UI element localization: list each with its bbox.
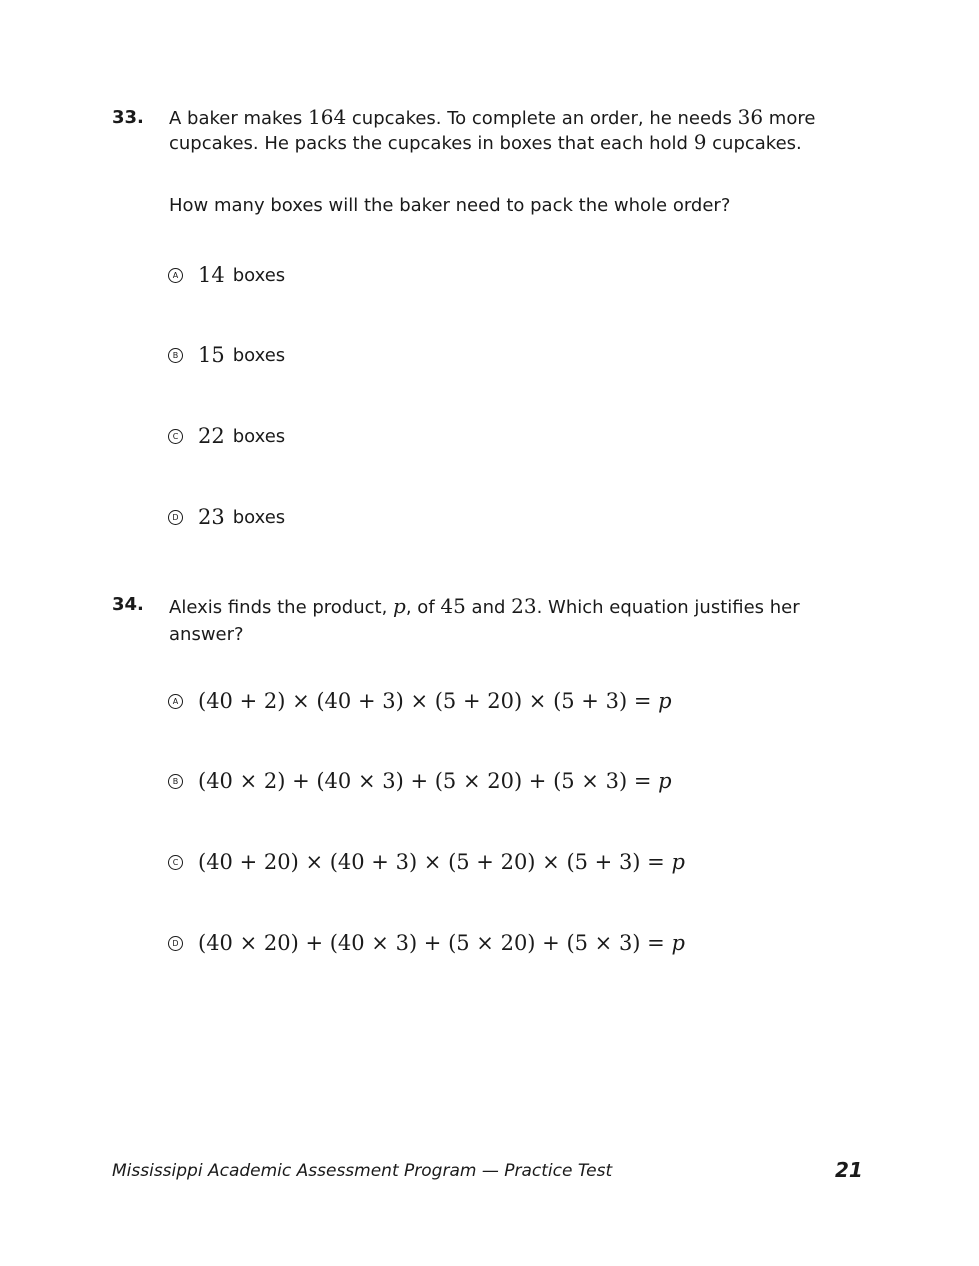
answer-bubble-d[interactable]: D bbox=[168, 936, 183, 951]
answer-bubble-d[interactable]: D bbox=[168, 510, 183, 525]
equation-variable: p bbox=[658, 769, 672, 793]
question-33-prompt: How many boxes will the baker need to pack the whole order? bbox=[169, 195, 731, 216]
choice-equation bbox=[198, 931, 685, 955]
choice-value: 15 bbox=[198, 343, 225, 367]
question-33-stem bbox=[169, 106, 819, 155]
stem-variable: p bbox=[393, 594, 406, 618]
stem-number: 9 bbox=[693, 129, 707, 154]
question-34-number: 34. bbox=[112, 594, 144, 615]
stem-text: Alexis finds the product, bbox=[169, 597, 394, 618]
answer-bubble-a[interactable]: A bbox=[168, 694, 183, 709]
equation-variable: p bbox=[671, 931, 685, 955]
footer-title: Mississippi Academic Assessment Program — Practice Test bbox=[112, 1161, 613, 1181]
equation-variable: p bbox=[658, 689, 672, 713]
choice-equation bbox=[198, 850, 685, 874]
equals-sign: = bbox=[627, 769, 659, 793]
stem-text: and bbox=[465, 597, 512, 618]
stem-number: 45 bbox=[440, 594, 466, 618]
choice-value: 14 bbox=[198, 263, 225, 287]
q33-choice-d[interactable] bbox=[168, 502, 285, 532]
equation-expression: (40 × 20) + (40 × 3) + (5 × 20) + (5 × 3) bbox=[198, 931, 641, 955]
question-34-stem bbox=[169, 593, 819, 648]
choice-value: 23 bbox=[198, 505, 225, 529]
equals-sign: = bbox=[627, 689, 659, 713]
stem-text: , of bbox=[405, 597, 441, 618]
q33-choice-c[interactable] bbox=[168, 421, 285, 451]
q34-choice-a[interactable] bbox=[168, 686, 672, 716]
equals-sign: = bbox=[640, 931, 672, 955]
answer-bubble-c[interactable]: C bbox=[168, 855, 183, 870]
stem-number: 23 bbox=[511, 594, 537, 618]
equation-expression: (40 × 2) + (40 × 3) + (5 × 20) + (5 × 3) bbox=[198, 769, 628, 793]
q34-choice-b[interactable] bbox=[168, 766, 672, 796]
stem-text: cupcakes. bbox=[706, 132, 802, 154]
choice-unit: boxes bbox=[232, 344, 286, 366]
stem-text: cupcakes. To complete an order, he needs bbox=[346, 108, 738, 129]
equals-sign: = bbox=[640, 850, 672, 874]
answer-bubble-a[interactable]: A bbox=[168, 268, 183, 283]
choice-unit: boxes bbox=[232, 506, 286, 528]
page-number: 21 bbox=[835, 1158, 863, 1182]
choice-value: 22 bbox=[198, 424, 225, 448]
choice-unit: boxes bbox=[232, 264, 286, 286]
q33-choice-a[interactable] bbox=[168, 260, 285, 290]
question-33-number: 33. bbox=[112, 107, 144, 128]
stem-text: A baker makes bbox=[169, 108, 308, 129]
choice-equation bbox=[198, 689, 672, 713]
answer-bubble-b[interactable]: B bbox=[168, 348, 183, 363]
stem-number: 164 bbox=[308, 105, 347, 129]
stem-text: . Which equation justifies her answer? bbox=[169, 597, 800, 645]
choice-unit: boxes bbox=[232, 425, 286, 447]
equation-expression: (40 + 2) × (40 + 3) × (5 + 20) × (5 + 3) bbox=[198, 689, 628, 713]
q33-choice-b[interactable] bbox=[168, 340, 285, 370]
choice-equation bbox=[198, 769, 672, 793]
equation-expression: (40 + 20) × (40 + 3) × (5 + 20) × (5 + 3) bbox=[198, 850, 641, 874]
stem-text: more cupcakes. He packs the cupcakes in boxes that each hold bbox=[169, 108, 816, 154]
q34-choice-d[interactable] bbox=[168, 928, 685, 958]
answer-bubble-c[interactable]: C bbox=[168, 429, 183, 444]
stem-number: 36 bbox=[737, 105, 764, 129]
q34-choice-c[interactable] bbox=[168, 847, 685, 877]
equation-variable: p bbox=[671, 850, 685, 874]
answer-bubble-b[interactable]: B bbox=[168, 774, 183, 789]
